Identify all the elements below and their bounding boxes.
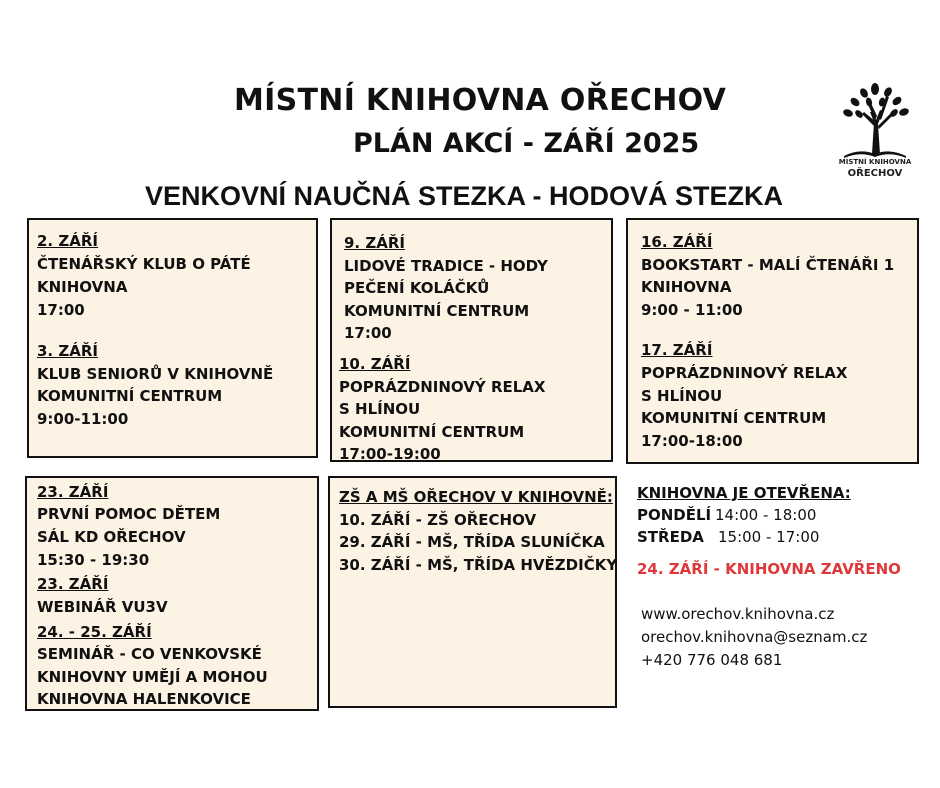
school-visits-box (328, 476, 617, 708)
event-date: 23. ZÁŘÍ (37, 483, 109, 501)
logo-line2: OŘECHOV (847, 168, 903, 179)
event-time: 17:00 (37, 301, 85, 319)
event-title: BOOKSTART - MALÍ ČTENÁŘI 1 (641, 256, 895, 274)
opening-day: PONDĚLÍ (637, 506, 712, 524)
event-title: PRVNÍ POMOC DĚTEM (37, 505, 221, 523)
school-visit-item: 10. ZÁŘÍ - ZŠ OŘECHOV (339, 511, 537, 529)
events-box-2 (330, 218, 613, 462)
event-time: 9:00-11:00 (37, 410, 129, 428)
page-subtitle: PLÁN AKCÍ - ZÁŘÍ 2025 (353, 128, 700, 159)
event-title: PEČENÍ KOLÁČKŮ (344, 279, 490, 297)
opening-time: 15:00 - 17:00 (718, 528, 820, 546)
event-title: POPRÁZDNINOVÝ RELAX (641, 364, 848, 382)
event-place: KOMUNITNÍ CENTRUM (37, 387, 223, 405)
school-visit-item: 30. ZÁŘÍ - MŠ, TŘÍDA HVĚZDIČKY (339, 556, 618, 574)
event-place: KNIHOVNA (37, 278, 128, 296)
event-title: KLUB SENIORŮ V KNIHOVNĚ (37, 365, 274, 383)
event-title: LIDOVÉ TRADICE - HODY (344, 257, 548, 275)
event-date: 2. ZÁŘÍ (37, 232, 98, 250)
event-time: 17:00-18:00 (641, 432, 743, 450)
event-place: KOMUNITNÍ CENTRUM (641, 409, 827, 427)
event-date: 17. ZÁŘÍ (641, 341, 713, 359)
events-box-4 (25, 476, 319, 711)
events-box-1 (27, 218, 318, 458)
email-link[interactable]: orechov.knihovna@seznam.cz (641, 628, 868, 646)
event-place: SÁL KD OŘECHOV (37, 528, 186, 546)
event-title: ČTENÁŘSKÝ KLUB O PÁTÉ (37, 255, 251, 273)
event-title: WEBINÁŘ VU3V (37, 598, 168, 616)
opening-day: STŘEDA (637, 528, 704, 546)
school-visits-heading: ZŠ A MŠ OŘECHOV V KNIHOVNĚ: (339, 488, 613, 506)
event-place: KOMUNITNÍ CENTRUM (344, 302, 530, 320)
event-date: 3. ZÁŘÍ (37, 342, 98, 360)
event-title: S HLÍNOU (641, 387, 723, 405)
logo-line1: MÍSTNÍ KNIHOVNA (838, 158, 912, 166)
page-title: MÍSTNÍ KNIHOVNA OŘECHOV (234, 83, 727, 118)
event-date: 10. ZÁŘÍ (339, 355, 411, 373)
closed-notice: 24. ZÁŘÍ - KNIHOVNA ZAVŘENO (637, 560, 901, 578)
event-date: 23. ZÁŘÍ (37, 575, 109, 593)
school-visit-item: 29. ZÁŘÍ - MŠ, TŘÍDA SLUNÍČKA (339, 533, 605, 551)
event-place: KNIHOVNA HALENKOVICE (37, 690, 251, 708)
event-date: 24. - 25. ZÁŘÍ (37, 623, 152, 641)
event-place: KOMUNITNÍ CENTRUM (339, 423, 525, 441)
event-time: 17:00-19:00 (339, 445, 441, 463)
event-date: 9. ZÁŘÍ (344, 234, 405, 252)
event-title: KNIHOVNY UMĚJÍ A MOHOU (37, 668, 268, 686)
event-place: KNIHOVNA (641, 278, 732, 296)
event-title: SEMINÁŘ - CO VENKOVSKÉ (37, 645, 262, 663)
event-time: 17:00 (344, 324, 392, 342)
events-box-3 (626, 218, 919, 464)
opening-time: 14:00 - 18:00 (715, 506, 817, 524)
event-time: 9:00 - 11:00 (641, 301, 743, 319)
event-title: POPRÁZDNINOVÝ RELAX (339, 378, 546, 396)
website-link[interactable]: www.orechov.knihovna.cz (641, 605, 835, 623)
tree-book-icon (834, 82, 916, 160)
library-logo (834, 82, 916, 192)
trail-banner: VENKOVNÍ NAUČNÁ STEZKA - HODOVÁ STEZKA (145, 181, 784, 211)
event-date: 16. ZÁŘÍ (641, 233, 713, 251)
phone-number: +420 776 048 681 (641, 651, 783, 669)
opening-hours-heading: KNIHOVNA JE OTEVŘENA: (637, 484, 851, 502)
event-title: S HLÍNOU (339, 400, 421, 418)
event-time: 15:30 - 19:30 (37, 551, 150, 569)
